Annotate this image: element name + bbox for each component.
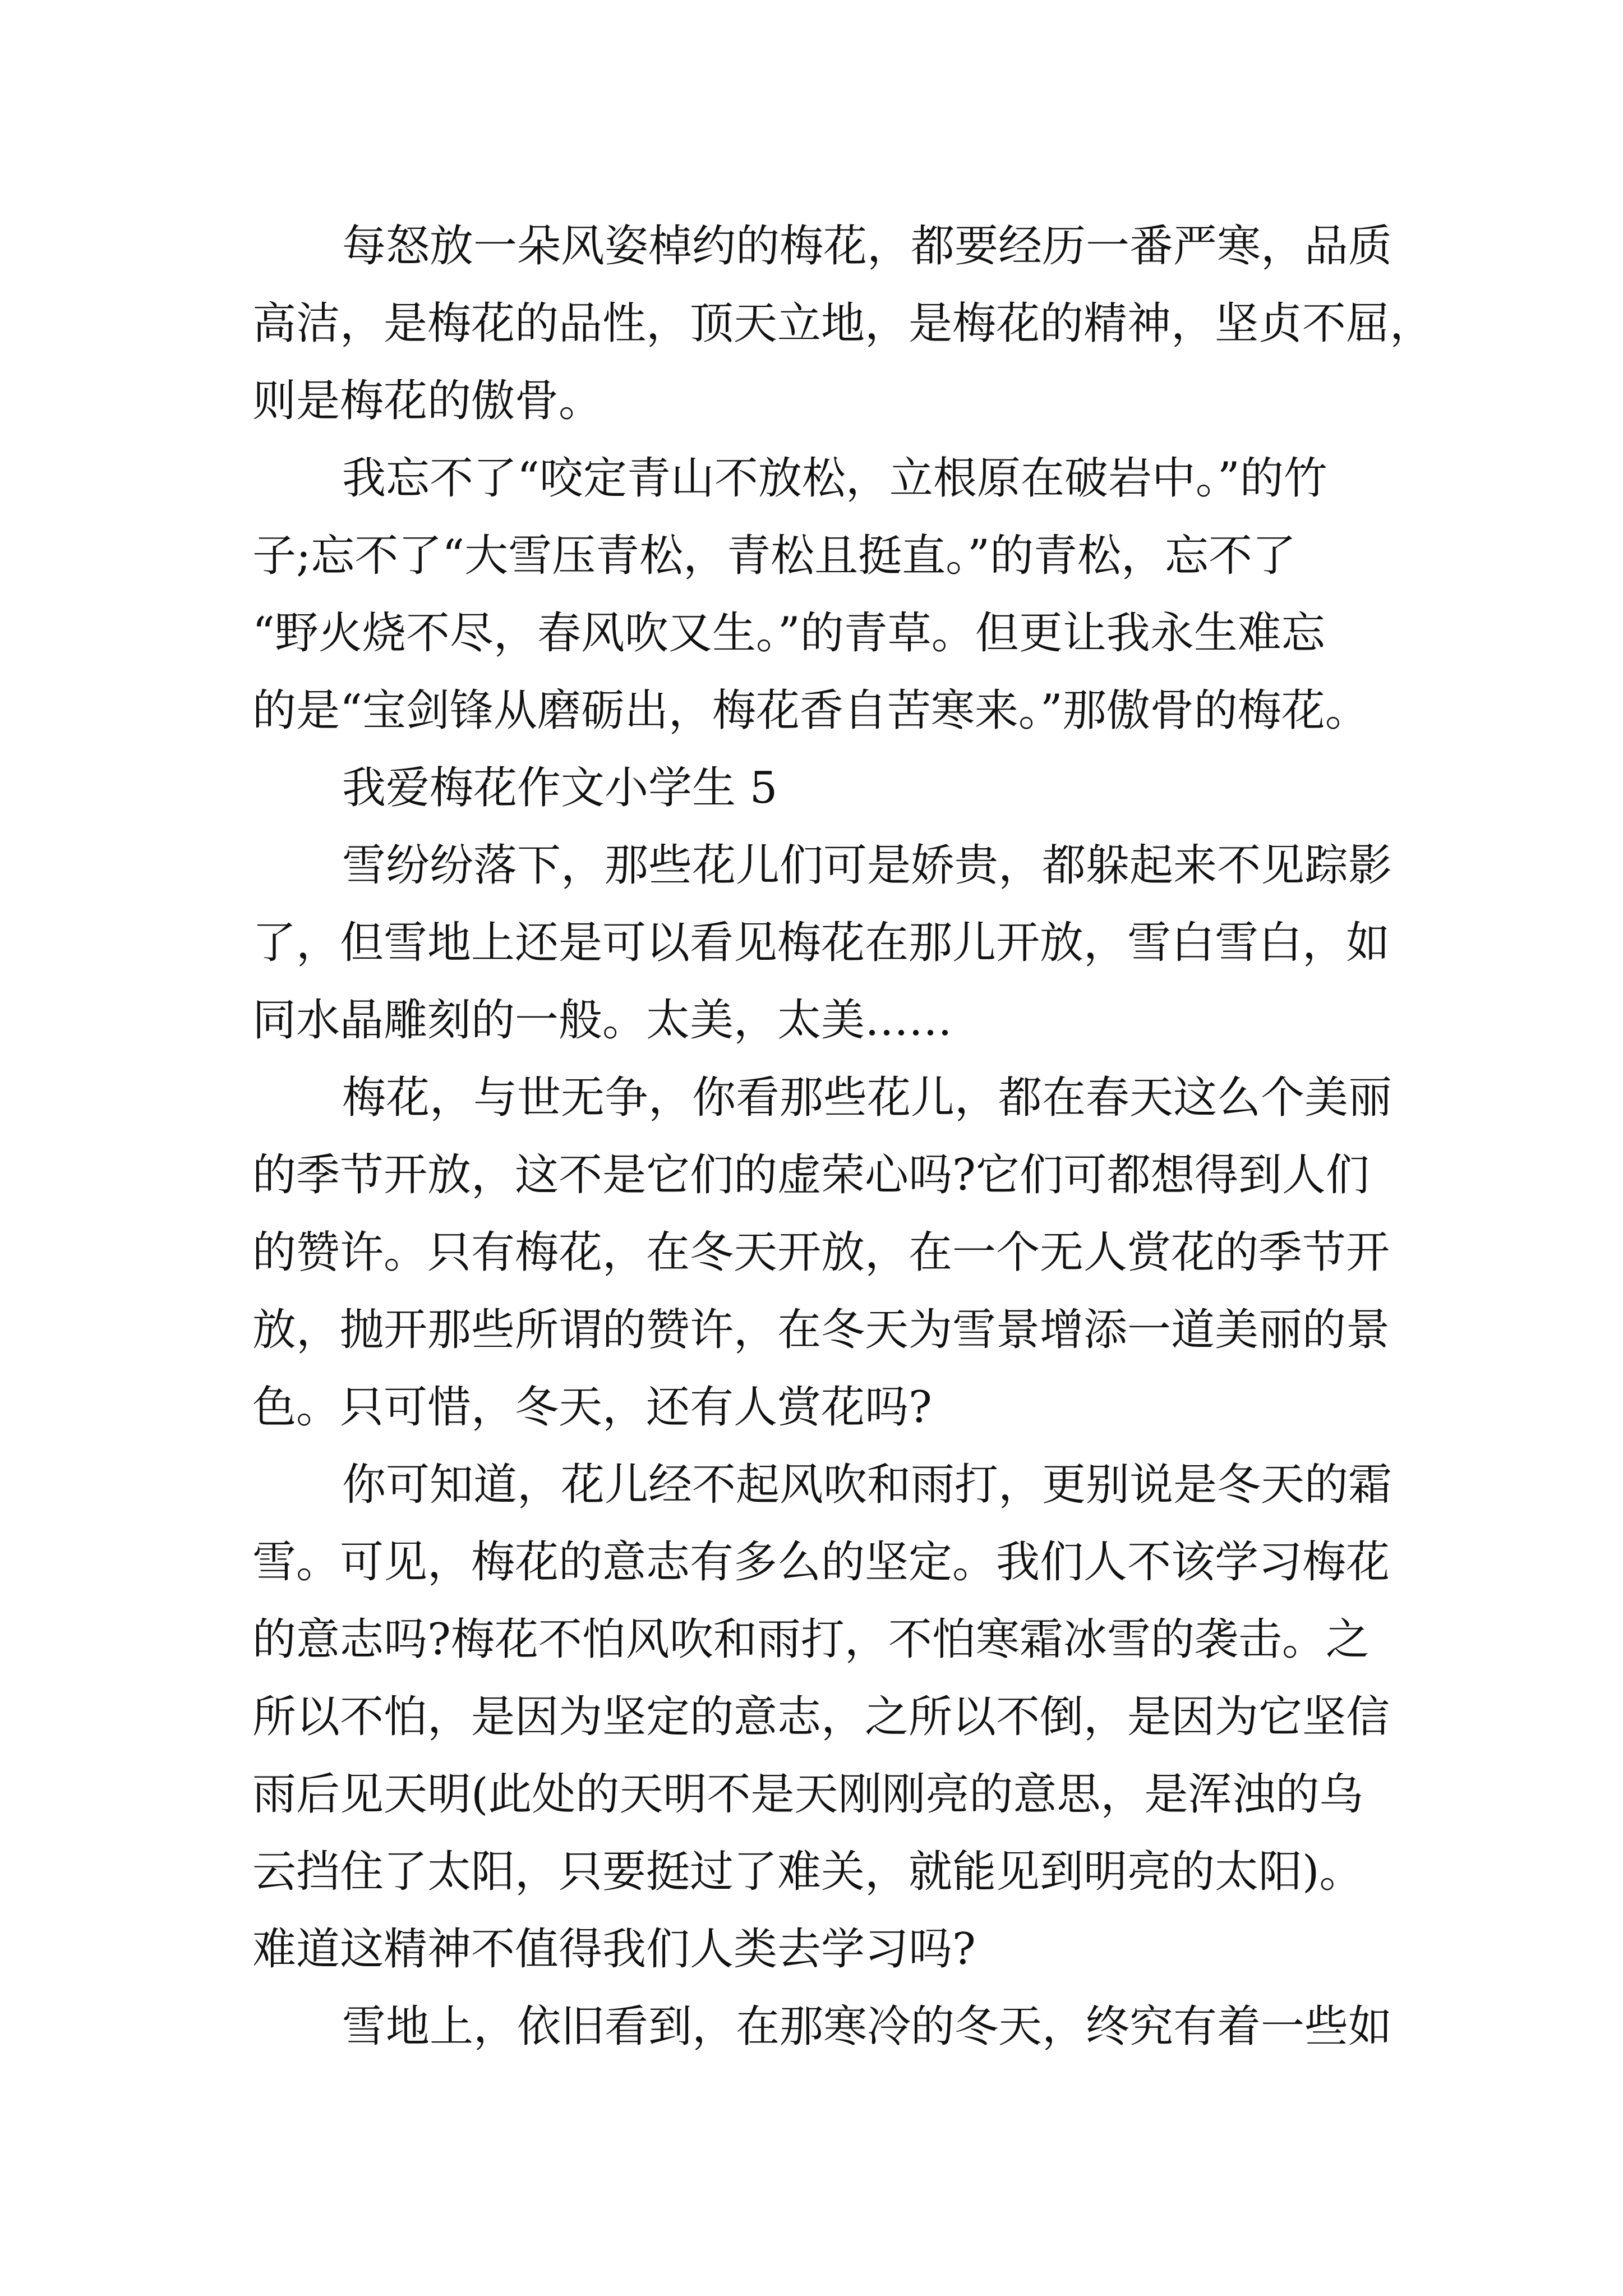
text-line: 的赞许。只有梅花，在冬天开放，在一个无人赏花的季节开 (252, 1227, 1390, 1278)
text-line: 雨后见天明(此处的天明不是天刚刚亮的意思，是浑浊的乌 (252, 1769, 1363, 1820)
text-line: 所以不怕，是因为坚定的意志，之所以不倒，是因为它坚信 (252, 1692, 1390, 1742)
text-line: 了，但雪地上还是可以看见梅花在那儿开放，雪白雪白，如 (252, 918, 1390, 968)
text-line: 放，抛开那些所谓的赞许，在冬天为雪景增添一道美丽的景 (252, 1305, 1390, 1355)
text-line: 的意志吗?梅花不怕风吹和雨打，不怕寒霜冰雪的袭击。之 (252, 1614, 1370, 1665)
text-line: 难道这精神不值得我们人类去学习吗? (252, 1924, 976, 1975)
text-line: 则是梅花的傲骨。 (252, 376, 603, 426)
text-line: 我忘不了“咬定青山不放松，立根原在破岩中。”的竹 (342, 453, 1327, 504)
paragraph (252, 208, 1434, 440)
text-line: 每怒放一朵风姿棹约的梅花，都要经历一番严寒，品质 (342, 221, 1393, 272)
heading-text: 我爱梅花作文小学生 5 (342, 763, 778, 813)
text-line: “野火烧不尽，春风吹又生。”的青草。但更让我永生难忘 (252, 608, 1325, 659)
text-line: 的是“宝剑锋从磨砺出，梅花香自苦寒来。”那傲骨的梅花。 (252, 685, 1369, 736)
text-line: 梅花，与世无争，你看那些花儿，都在春天这么个美丽 (342, 1073, 1393, 1123)
text-line: 子;忘不了“大雪压青松，青松且挺直。”的青松，忘不了 (252, 531, 1297, 581)
paragraph (252, 1988, 1402, 2065)
paragraph (252, 440, 1402, 749)
text-line: 同水晶雕刻的一般。太美，太美…… (252, 995, 953, 1046)
text-line: 雪地上，依旧看到，在那寒冷的冬天，终究有着一些如 (342, 2001, 1393, 2052)
text-line: 的季节开放，这不是它们的虚荣心吗?它们可都想得到人们 (252, 1150, 1370, 1200)
section-heading (252, 749, 1402, 827)
paragraph (252, 1059, 1402, 1446)
text-line: 你可知道，花儿经不起风吹和雨打，更别说是冬天的霜 (342, 1460, 1393, 1510)
paragraph (252, 1446, 1402, 1988)
text-line: 高洁，是梅花的品性，顶天立地，是梅花的精神，坚贞不屈， (252, 298, 1434, 349)
text-line: 云挡住了太阳，只要挺过了难关，就能见到明亮的太阳)。 (252, 1847, 1363, 1897)
document-body (252, 208, 1434, 2065)
text-line: 雪。可见，梅花的意志有多么的坚定。我们人不该学习梅花 (252, 1537, 1390, 1588)
text-line: 雪纷纷落下，那些花儿们可是娇贵，都躲起来不见踪影 (342, 840, 1393, 891)
text-line: 色。只可惜，冬天，还有人赏花吗? (252, 1382, 932, 1433)
paragraph (252, 827, 1402, 1059)
